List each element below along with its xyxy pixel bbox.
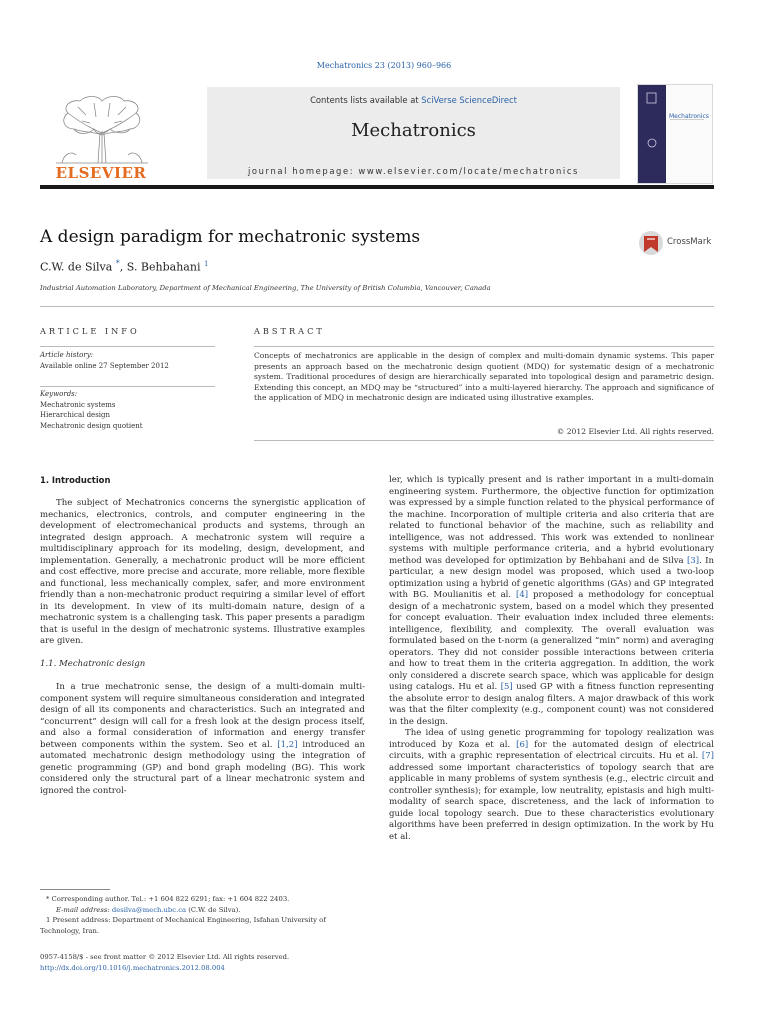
divider [40,386,215,387]
citation-link[interactable]: [7] [701,751,714,761]
contents-line [207,95,620,105]
citation-link[interactable]: [6] [516,739,529,750]
author-behbahani: S. Behbahani [126,260,201,274]
author-separator: , [119,260,127,274]
email-link[interactable]: desilva@mech.ubc.ca [111,905,187,914]
paragraph-text: The idea of using genetic programming for topology realization was introduced by Koza et al. [389,728,714,750]
keyword-list [40,400,143,431]
paragraph-text: In a true mechatronic sense, the design of a multi-domain multi-component system will require simultaneous consideration and integrated design of all its components and characteristics. Such an integrated and “concurrent” design will call for a fresh look at the design process itself, and also a formal consideration of information and energy transfer between components within the system. Seo et al. [40,682,365,750]
keywords-label: Keywords: [40,390,78,398]
keyword-item: Hierarchical design [40,411,111,420]
elsevier-tree-logo [38,93,166,165]
paragraph-text: used GP with a fitness function representing the absolute error to design analog filters. A major drawback of this work was that the filter complexity (e.g., component count) was not considered in the design. [389,682,715,727]
front-matter-info [40,952,289,974]
homepage-prefix: journal homepage: [247,166,359,176]
author-desilva: C.W. de Silva [40,260,113,274]
footnote-email [40,905,365,916]
journal-cover-thumbnail [637,84,713,184]
divider [254,346,714,347]
footnotes [40,894,365,936]
corresponding-mark[interactable]: * [115,259,120,268]
journal-title: Mechatronics [351,120,476,141]
history-label: Article history: [40,351,94,359]
cover-title: Mechatronics [669,113,709,120]
footnote-present-address: 1 Present address: Department of Mechanical Engineering, Isfahan University of Technology, Iran. [40,916,326,935]
paragraph-text: . In particular, a new design model was proposed, which used a two-loop optimization using a hybrid of genetic algorithms (GAs) and GP integrated with BG. Moulianitis et al. [389,555,714,600]
citation-link[interactable]: [3] [686,555,700,566]
body-paragraph [389,728,714,843]
footnote-corresponding: * Corresponding author. Tel.: +1 604 822 6291; fax: +1 604 822 2403. [46,895,290,903]
article-info-heading: ARTICLE INFO [40,326,140,336]
journal-homepage [207,166,620,176]
divider [40,306,714,307]
affiliation-mark[interactable]: 1 [203,260,209,268]
divider [40,346,215,347]
email-suffix: (C.W. de Silva). [186,905,241,914]
journal-citation[interactable]: Mechatronics 23 (2013) 960–966 [316,61,452,70]
paragraph-text: for the automated design of electrical circuits, with a graphic representation of electrical circuits. Hu et al. [389,739,714,761]
sciencedirect-link[interactable]: SciVerse ScienceDirect [421,95,517,105]
right-column [389,475,714,843]
keyword-item: Mechatronic design quotient [40,421,143,430]
citation-link[interactable]: [5] [500,682,513,692]
author-list [40,259,208,274]
section-heading: 1. Introduction [40,475,111,485]
abstract-text: Concepts of mechatronics are applicable in the design of complex and multi-domain dynamic systems. This paper presents an approach based on the mechatronic design quotient (MDQ) for systematic design of a mechatronic system. Traditional procedures of design are hierarchically separated into topological design and parametric design. Extending this concept, an MDQ may be “structured” into a multi-layered hierarchy. The approach and significance of the application of MDQ in mechatronic design are indicated using illustrative examples. [254,351,714,403]
email-label: E-mail address: [56,905,112,914]
contents-prefix: Contents lists available at [310,95,422,105]
paragraph-text: addressed some important characteristics of topology search that are applicable in many problems of system synthesis (e.g., electric circuit and controller synthesis); for example, low neutrality, epistasis and high multi-modality of search space, discreteness, and the lack of information to guide local topology search. Due to these characteristics evolutionary algorithms have been preferred in design optimization. In the work by Hu et al. [389,762,714,842]
paragraph-text: proposed a methodology for conceptual design of a mechatronic system, based on a model which they presented for concept evaluation. Their evaluation index included three elements: intelligence, flexibility, and complexity. The overall evaluation was formulated based on the t-norm (a generalized “min” norm) and averaging operators. They did not consider possible interactions between criteria and how to treat them in the criteria aggregation. In addition, the work only considered a discrete search space, which was applicable for design using catalogs. Hu et al. [389,590,714,692]
keyword-item: Mechatronic systems [40,401,116,409]
article-title: A design paradigm for mechatronic systems [40,227,421,247]
left-column [40,475,365,797]
affiliation: Industrial Automation Laboratory, Department of Mechanical Engineering, The University of British Columbia, Vancouver, Canada [40,284,491,292]
subsection-heading: 1.1. Mechatronic design [40,659,146,669]
paragraph-text: introduced an automated mechatronic design methodology using the integration of genetic programming (GP) and bond graph modeling (BG). This work considered only the structural part of a linear mechatronic system and ignored the control- [40,739,365,796]
citation-link[interactable]: [1,2] [277,739,298,750]
crossmark-badge[interactable] [638,230,718,258]
elsevier-wordmark: ELSEVIER [55,164,147,182]
body-paragraph [40,682,365,797]
header-rule [40,185,714,189]
divider [254,440,714,441]
abstract-heading: ABSTRACT [254,326,325,336]
paragraph-text: ler, which is typically present and is rather important in a multi-domain engineering system. Furthermore, the objective function for optimization was expressed by a simple function related to the physical performance of the machine. Incorporation of multiple criteria and also criteria that are related to functional behavior of the machine, such as reliability and intelligence, was not addressed. This work was extended to nonlinear systems with multiple performance criteria, and a hybrid evolutionary method was developed for optimization by Behbahani and de Silva [389,475,714,566]
history-value: Available online 27 September 2012 [40,362,169,370]
doi-link[interactable]: http://dx.doi.org/10.1016/j.mechatronics.2012.08.004 [40,964,225,973]
body-paragraph [389,475,714,728]
abstract-copyright: © 2012 Elsevier Ltd. All rights reserved. [556,427,714,436]
crossmark-label: CrossMark [667,237,712,247]
citation-link[interactable]: [4] [516,590,529,600]
body-paragraph: The subject of Mechatronics concerns the synergistic application of mechanics, electronics, controls, and computer engineering in the development of electromechanical products and systems, through an integrated design approach. A mechatronic system will require a multidisciplinary approach for its modeling, design, development, and implementation. Generally, a mechatronic product will be more efficient and cost effective, more precise and accurate, more reliable, more flexible and functional, less mechanically complex, safer, and more environment friendly than a non-mechatronic product requiring a similar level of effort in its development. In view of its multi-domain nature, design of a mechatronic system is a challenging task. This paper presents a paradigm that is useful in the design of mechatronic systems. Illustrative examples are given. [40,498,365,646]
homepage-url[interactable]: www.elsevier.com/locate/mechatronics [358,166,580,176]
footnote-rule [40,889,110,890]
issn-line: 0957-4158/$ - see front matter © 2012 Elsevier Ltd. All rights reserved. [40,953,290,961]
